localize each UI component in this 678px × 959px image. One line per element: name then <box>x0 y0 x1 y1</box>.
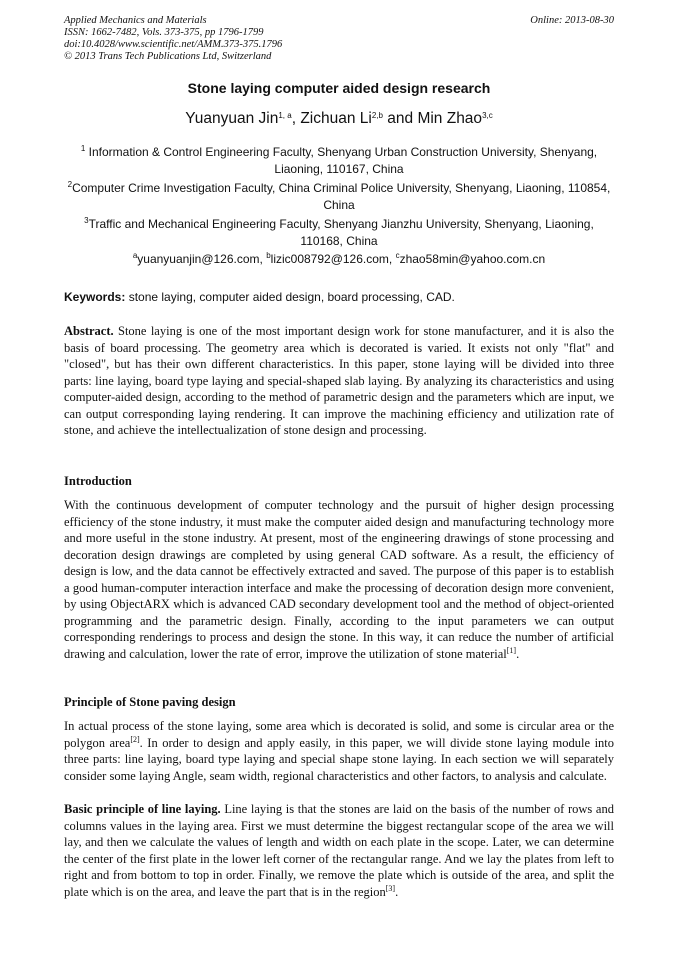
author-affil-sup: 2,b <box>371 111 383 120</box>
paragraph-text: In actual process of the stone laying, some area which is decorated is solid, and some is circular area or the polygon area <box>64 719 614 750</box>
affiliation-text: Information & Control Engineering Faculty, Shenyang Urban Construction University, Shenyang, Liaoning, 110167, China <box>88 145 598 176</box>
keywords-text: stone laying, computer aided design, board processing, CAD. <box>125 290 455 304</box>
abstract-text: Stone laying is one of the most important design work for stone manufacturer, and it is also the basis of board processing. The geometry area which is decorated is varied. It exists not only "flat" and "closed", but has their own different characteristics. In this paper, stone laying will be divided into three parts: line laying, board type laying and special-shaped slab laying. By analyzing its characteristics and using computer-aided design, according to the method of parametric design and the parameters which are input, we can output corresponding laying rendering. It can improve the machining efficiency and utilization rate of stone, and achieve the intellectualization of stone design and processing. <box>64 324 614 437</box>
abstract <box>64 323 614 439</box>
journal-line: doi:10.4028/www.scientific.net/AMM.373-375.1796 <box>64 39 283 50</box>
journal-line: ISSN: 1662-7482, Vols. 373-375, pp 1796-1799 <box>64 27 264 38</box>
email-address: yuanyuanjin@126.com, <box>137 252 267 266</box>
author-name: Yuanyuan Jin <box>185 110 279 127</box>
introduction-body <box>64 497 614 662</box>
subsection-label: Basic principle of line laying. <box>64 802 221 816</box>
affiliation-text: Computer Crime Investigation Faculty, China Criminal Police University, Shenyang, Liaoning, 110854, China <box>72 181 611 212</box>
principle-paragraph-2 <box>64 801 614 900</box>
email-sup: c <box>395 251 400 260</box>
introduction-text: With the continuous development of computer technology and the pursuit of higher design processing efficiency of the stone industry, it must make the computer aided design and manufacturing technology more and more useful in the stone industry. At present, most of the engineering drawings of stone processing and decoration design drawings are completed by using general CAD software. As a result, the efficiency of design is low, and the data cannot be effectively extracted and saved. The purpose of this paper is to establish a good human-computer interaction interface and make the processing of decoration design more convenient, by using ObjectARX which is advanced CAD secondary development tool and the method of object-oriented programming and the parametric design. Finally, according to the input parameters we can output corresponding renderings to process and design the stone. In this way, it can reduce the number of artificial drawing and calculation, lower the rate of error, improve the utilization of stone material <box>64 498 614 661</box>
sentence-end: . <box>395 884 399 899</box>
introduction-heading: Introduction <box>64 474 132 488</box>
sentence-end: . <box>516 646 520 661</box>
email-sup: b <box>266 251 271 260</box>
email-sup: a <box>132 251 138 260</box>
keywords <box>64 290 614 304</box>
abstract-label: Abstract. <box>64 324 114 338</box>
affiliation-number: 1 <box>80 144 86 153</box>
paragraph-text: . In order to design and apply easily, in this paper, we will divide stone laying module into three parts: line laying, board type laying and special shape stone laying. In each section we will separately consider some laying Angle, seam width, regional characteristics and other factors, to analysis and calculate. <box>64 735 615 783</box>
affiliation-2 <box>64 180 614 213</box>
keywords-label: Keywords: <box>64 290 126 304</box>
email-address: lizic008792@126.com, <box>270 252 396 266</box>
affiliation-number: 2 <box>67 180 73 189</box>
author-separator: , <box>291 110 301 127</box>
affiliation-3 <box>64 216 614 249</box>
email-address: zhao58min@yahoo.com.cn <box>399 252 546 266</box>
author-list <box>0 110 678 128</box>
paragraph-text: Line laying is that the stones are laid on the basis of the number of rows and columns values in the laying area. First we must determine the biggest rectangular scope of the area we will lay, and then we calculate the values of length and width on each plate in the scope. Later, we can determine the center of the first plate in the lower left corner of the rectangular range. And we lay the plates from left to right and from bottom to top in order. Finally, we remove the plate which is outside of the area, and split the plate which is on the area, and leave the part that is in the region <box>64 802 614 899</box>
author-affil-sup: 3,c <box>482 111 493 120</box>
paper-title: Stone laying computer aided design research <box>187 80 491 96</box>
affiliation-1 <box>64 144 614 177</box>
online-date: Online: 2013-08-30 <box>530 15 614 26</box>
journal-line: Applied Mechanics and Materials <box>64 15 207 26</box>
journal-line: © 2013 Trans Tech Publications Ltd, Switzerland <box>64 51 272 62</box>
principle-paragraph-1 <box>64 718 614 784</box>
author-affil-sup: 1, a <box>278 111 292 120</box>
citation-ref: [1] <box>506 645 517 655</box>
citation-ref: [3] <box>385 883 396 893</box>
principle-heading: Principle of Stone paving design <box>64 695 236 709</box>
author-separator: and <box>382 110 418 127</box>
citation-ref: [2] <box>130 734 140 744</box>
author-name: Zichuan Li <box>300 110 372 127</box>
affiliation-text: Traffic and Mechanical Engineering Faculty, Shenyang Jianzhu University, Shenyang, Liaoning, 110168, China <box>88 217 594 248</box>
affiliation-number: 3 <box>84 216 89 225</box>
journal-info <box>64 15 282 63</box>
author-emails <box>0 252 678 266</box>
author-name: Min Zhao <box>417 110 483 127</box>
